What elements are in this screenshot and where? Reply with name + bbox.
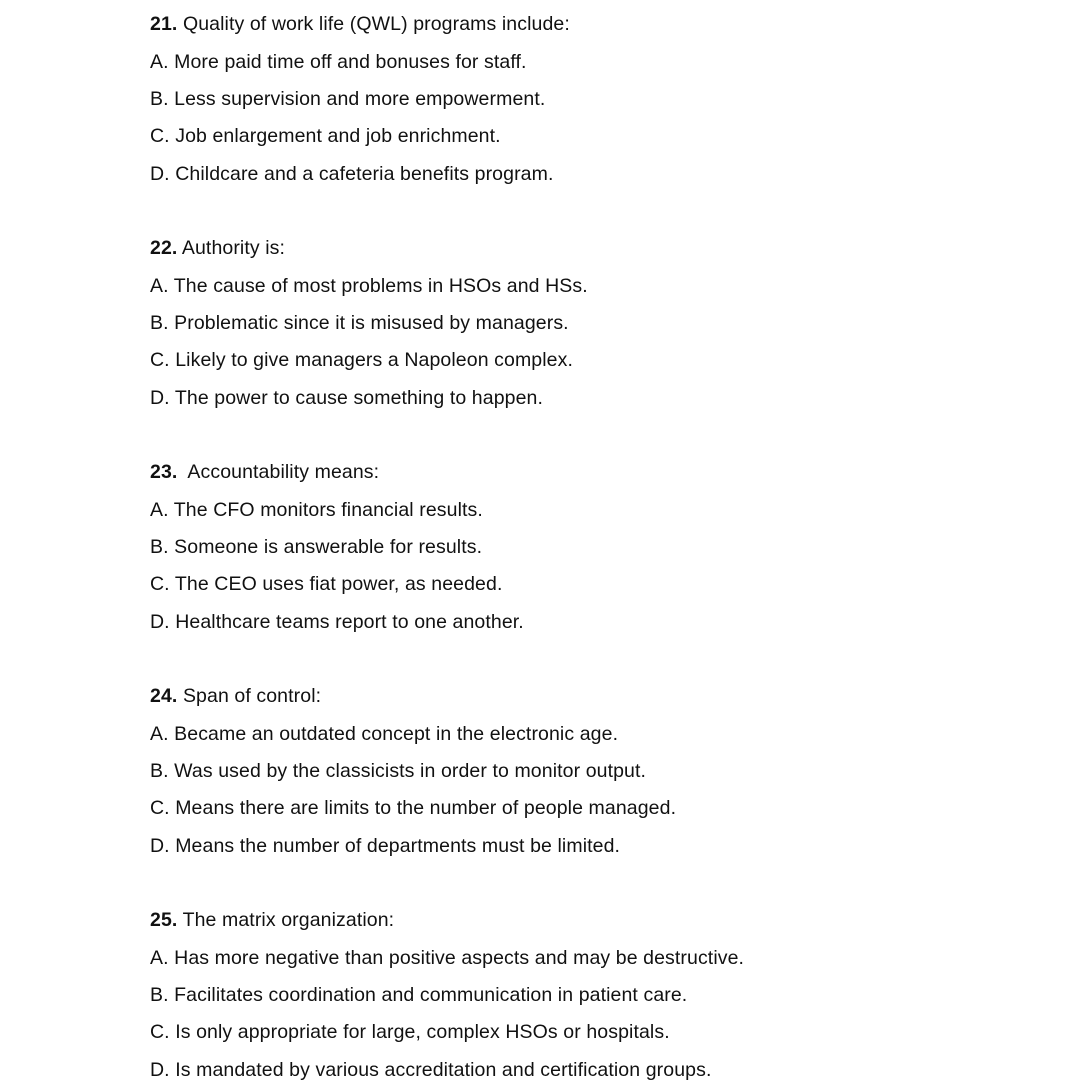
option-d: D. Means the number of departments must be limited. xyxy=(150,835,621,857)
option-c: C. The CEO uses fiat power, as needed. xyxy=(150,573,503,595)
question-stem xyxy=(150,236,285,260)
option-c: C. Likely to give managers a Napoleon complex. xyxy=(150,349,573,371)
option-c: C. Job enlargement and job enrichment. xyxy=(150,125,501,147)
option-d: D. The power to cause something to happen. xyxy=(150,387,543,409)
question-stem xyxy=(150,908,394,932)
option-c: C. Is only appropriate for large, complex HSOs or hospitals. xyxy=(150,1021,670,1043)
question-text: Span of control: xyxy=(182,685,322,707)
question-text: Quality of work life (QWL) programs include: xyxy=(182,13,570,35)
option-d: D. Is mandated by various accreditation and certification groups. xyxy=(150,1059,712,1081)
question-text: Authority is: xyxy=(181,237,286,259)
option-b: B. Facilitates coordination and communication in patient care. xyxy=(150,984,688,1006)
option-a: A. More paid time off and bonuses for staff. xyxy=(150,51,527,73)
question-stem xyxy=(150,460,379,484)
option-d: D. Healthcare teams report to one another. xyxy=(150,611,524,633)
question-number: 22. xyxy=(150,237,178,259)
option-b: B. Someone is answerable for results. xyxy=(150,536,483,558)
option-b: B. Less supervision and more empowerment. xyxy=(150,88,546,110)
question-text: The matrix organization: xyxy=(182,909,395,931)
question-number: 21. xyxy=(150,13,178,35)
question-number: 24. xyxy=(150,685,178,707)
option-a: A. Has more negative than positive aspects and may be destructive. xyxy=(150,947,745,969)
option-a: A. The CFO monitors financial results. xyxy=(150,499,483,521)
option-b: B. Was used by the classicists in order to monitor output. xyxy=(150,760,647,782)
question-number: 25. xyxy=(150,909,178,931)
option-c: C. Means there are limits to the number of people managed. xyxy=(150,797,677,819)
question-stem xyxy=(150,12,570,36)
question-text: Accountability means: xyxy=(182,461,380,483)
option-a: A. The cause of most problems in HSOs and HSs. xyxy=(150,275,588,297)
option-b: B. Problematic since it is misused by managers. xyxy=(150,312,569,334)
question-number: 23. xyxy=(150,461,178,483)
option-a: A. Became an outdated concept in the electronic age. xyxy=(150,723,619,745)
option-d: D. Childcare and a cafeteria benefits program. xyxy=(150,163,554,185)
question-stem xyxy=(150,684,321,708)
